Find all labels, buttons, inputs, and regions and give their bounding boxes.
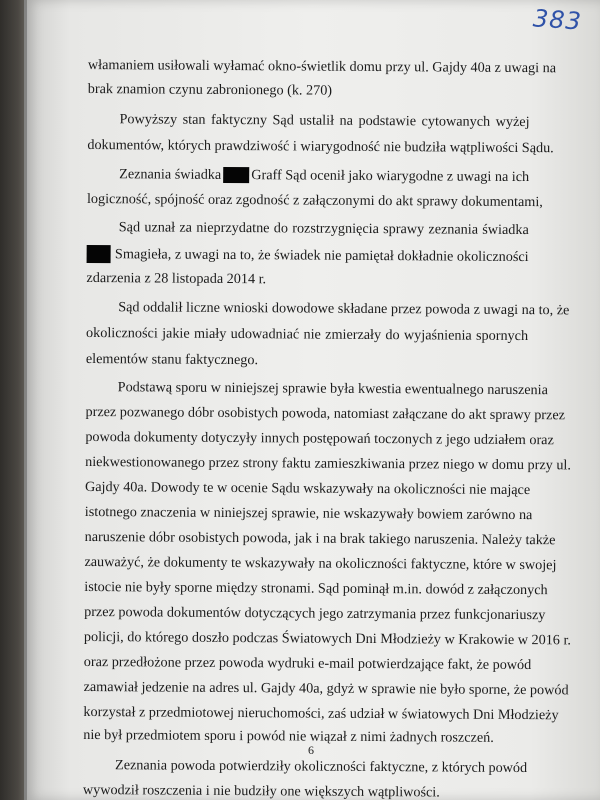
redaction-block (87, 245, 111, 263)
text-line: okoliczności jakie miały udowadniać nie zmierzały do wyjaśnienia spornych (86, 324, 529, 345)
text-line: brak znamion czynu zabronionego (k. 270) (87, 80, 333, 99)
text-line: oraz przedłożone przez powoda wydruki e-mail potwierdzające fakt, że powód (83, 653, 532, 674)
text-line: Gajdy 40a. Dowody te w ocenie Sądu wskazywały na okoliczności nie mające (84, 478, 531, 499)
text-line: elementów stanu faktycznego. (85, 350, 259, 369)
text-line: korzystał z przedmiotowej nieruchomości, zaś udział w światowych Dni Młodzieży (83, 703, 559, 724)
text-line-with-redaction (119, 166, 529, 185)
text-line-with-redaction (87, 245, 529, 266)
text-line: Podstawą sporu w niniejszej sprawie była kwestia ewentualnego naruszenia (117, 379, 548, 399)
text-fragment: Graff Sąd ocenił jako wiarygodne z uwagi na ich (251, 167, 530, 185)
text-line: Zeznania powoda potwierdziły okoliczności faktyczne, z których powód (115, 757, 528, 777)
text-fragment: Smagieła, z uwagi na to, że świadek nie pamiętał dokładnie okoliczności (114, 246, 529, 265)
handwritten-page-marker: 383 (532, 4, 583, 36)
text-line: włamaniem usiłowali wyłamać okno-świetlik domu przy ul. Gajdy 40a z uwagi na (87, 57, 557, 77)
page-number: 6 (308, 743, 314, 757)
text-line: Powyższy stan faktyczny Sąd ustalił na podstawie cytowanych wyżej (119, 111, 530, 131)
text-fragment: Zeznania świadka (119, 166, 222, 183)
text-line: niekwestionowanego przez strony faktu zamieszkiwania przez niego w domu przy ul. (85, 453, 571, 474)
text-line: Sąd oddalił liczne wnioski dowodowe składane przez powoda z uwagi na to, że (118, 299, 570, 319)
text-line: przez powoda dokumentów dotyczących jego zatrzymania przez funkcjonariuszy (84, 603, 546, 624)
text-line: przez pozwanego dóbr osobistych powoda, natomiast załączane do akt sprawy przez (85, 403, 566, 424)
text-line: logiczność, spójność oraz zgodność z załączonymi do akt sprawy dokumentami, (86, 190, 543, 211)
text-line: naruszenie dóbr osobistych powoda, jak i na brak takiego naruszenia. Należy także (84, 528, 556, 549)
text-line: wywodził roszczenia i nie budziły one większych wątpliwości. (82, 781, 440, 800)
text-line: istotnego znaczenia w niniejszej sprawie, nie wskazywały bowiem zarówno na (84, 503, 533, 524)
page-fold-shadow (24, 0, 27, 800)
text-line: dokumentów, których prawdziwość i wiarygodność nie budziła wątpliwości Sądu. (87, 136, 554, 157)
text-line: zamawiał jedzenie na adres ul. Gajdy 40a, gdyż w sprawie nie było sporne, że powód (83, 678, 569, 699)
text-line: policji, do którego doszło podczas Światowych Dni Młodzieży w Krakowie w 2016 r. (83, 628, 572, 649)
text-line: Sąd uznał za nieprzydatne do rozstrzygnięcia sprawy zeznania świadka (118, 219, 529, 239)
redaction-block (223, 167, 249, 183)
text-line: zauważyć, że dokumenty te wskazywały na okoliczności faktyczne, które w swojej (84, 553, 557, 574)
text-line: powoda dokumenty dotyczyły innych postępowań toczonych z jego udziałem oraz (85, 428, 554, 449)
text-line: nie był przedmiotem sporu i powód nie wiązał z nimi żadnych roszczeń. (83, 726, 494, 746)
text-line: istocie nie były sporne między stronami. Sąd pominął m.in. dowód z załączonych (84, 578, 548, 599)
text-line: zdarzenia z 28 listopada 2014 r. (86, 269, 267, 288)
